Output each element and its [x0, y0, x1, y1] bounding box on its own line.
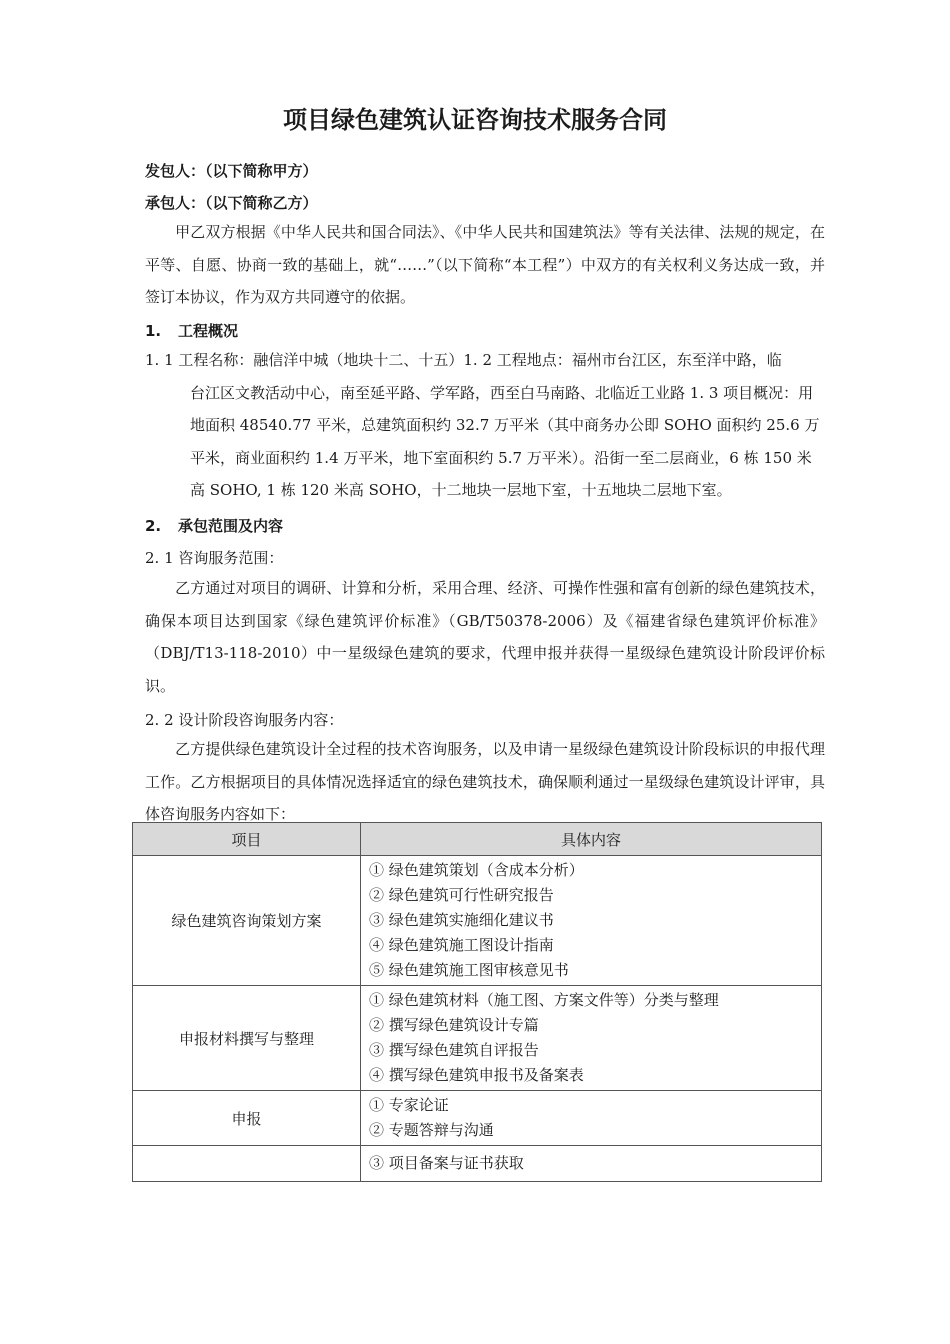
table-row-name	[133, 1146, 361, 1182]
section-1-title: 工程概况	[178, 322, 239, 340]
list-item: ① 绿色建筑材料（施工图、方案文件等）分类与整理	[369, 991, 719, 1009]
table-row	[133, 1091, 822, 1146]
scope-subheading: 2. 1 咨询服务范围：	[145, 549, 284, 567]
list-item: ② 专题答辩与沟通	[369, 1121, 494, 1139]
project-overview-details: 台江区文教活动中心，南至延平路、学军路，西至白马南路、北临近工业路 1. 3 项目概况：用地面积 48540.77 平米，总建筑面积约 32.7 万平米（其中商务办公即 SOHO 面积约 25.6 万平米，商业面积约 1.4 万平米，地下室面积约 5.7 万平米）。沿街一至二层商业，6 栋 150 米高 SOHO, 1 栋 120 米高 SOHO，十二地块一层地下室，十五地块二层地下室。	[190, 383, 820, 499]
table-row-items	[361, 1091, 822, 1146]
list-item: ① 绿色建筑策划（含成本分析）	[369, 861, 584, 879]
table-row-name: 申报	[133, 1091, 361, 1146]
list-item: ⑤ 绿色建筑施工图审核意见书	[369, 961, 569, 979]
contractor-line: 发包人：（以下简称甲方）	[145, 162, 318, 180]
table-row	[133, 856, 822, 986]
section-1-number: 1.	[145, 322, 162, 340]
table-row-items	[361, 986, 822, 1091]
scope-paragraph	[145, 572, 825, 702]
table-header-content: 具体内容	[361, 823, 822, 856]
document-title: 项目绿色建筑认证咨询技术服务合同	[283, 106, 667, 134]
section-2-number: 2.	[145, 517, 162, 535]
list-item: ② 绿色建筑可行性研究报告	[369, 886, 554, 904]
design-stage-paragraph	[145, 733, 825, 831]
table-row-name: 绿色建筑咨询策划方案	[133, 856, 361, 986]
list-item: ③ 项目备案与证书获取	[369, 1154, 524, 1172]
scope-text: 乙方通过对项目的调研、计算和分析，采用合理、经济、可操作性强和富有创新的绿色建筑技术，确保本项目达到国家《绿色建筑评价标准》（GB/T50378-2006）及《福建省绿色建筑评价标准》（DBJ/T13-118-2010）中一星级绿色建筑的要求，代理申报并获得一星级绿色建筑设计阶段评价标识。	[145, 579, 825, 695]
project-overview-first-line: 1. 1 工程名称：融信洋中城（地块十二、十五）1. 2 工程地点：福州市台江区，东至洋中路，临	[145, 351, 782, 369]
list-item: ④ 绿色建筑施工图设计指南	[369, 936, 554, 954]
service-content-table	[132, 822, 822, 1182]
list-item: ② 撰写绿色建筑设计专篇	[369, 1016, 539, 1034]
intro-text: 甲乙双方根据《中华人民共和国合同法》、《中华人民共和国建筑法》等有关法律、法规的规定，在平等、自愿、协商一致的基础上，就“……”（以下简称“本工程”）中双方的有关权利义务达成一致，并签订本协议，作为双方共同遵守的依据。	[145, 223, 825, 306]
list-item: ③ 撰写绿色建筑自评报告	[369, 1041, 539, 1059]
table-header-row	[133, 823, 822, 856]
table-row	[133, 1146, 822, 1182]
table-row-name: 申报材料撰写与整理	[133, 986, 361, 1091]
contractee-line: 承包人：（以下简称乙方）	[145, 194, 318, 212]
list-item: ④ 撰写绿色建筑申报书及备案表	[369, 1066, 584, 1084]
table-header-project: 项目	[133, 823, 361, 856]
design-stage-subheading: 2. 2 设计阶段咨询服务内容：	[145, 711, 344, 729]
design-stage-text: 乙方提供绿色建筑设计全过程的技术咨询服务，以及申请一星级绿色建筑设计阶段标识的申报代理工作。乙方根据项目的具体情况选择适宜的绿色建筑技术，确保顺利通过一星级绿色建筑设计评审，具体咨询服务内容如下：	[145, 740, 825, 823]
list-item: ③ 绿色建筑实施细化建议书	[369, 911, 554, 929]
section-2-title: 承包范围及内容	[178, 517, 284, 535]
table-row-items	[361, 856, 822, 986]
table-row-items	[361, 1146, 822, 1182]
intro-paragraph	[145, 216, 825, 314]
list-item: ① 专家论证	[369, 1096, 449, 1114]
section-2-heading	[145, 515, 283, 536]
section-1-heading	[145, 320, 238, 341]
table-row	[133, 986, 822, 1091]
project-overview	[145, 344, 825, 507]
